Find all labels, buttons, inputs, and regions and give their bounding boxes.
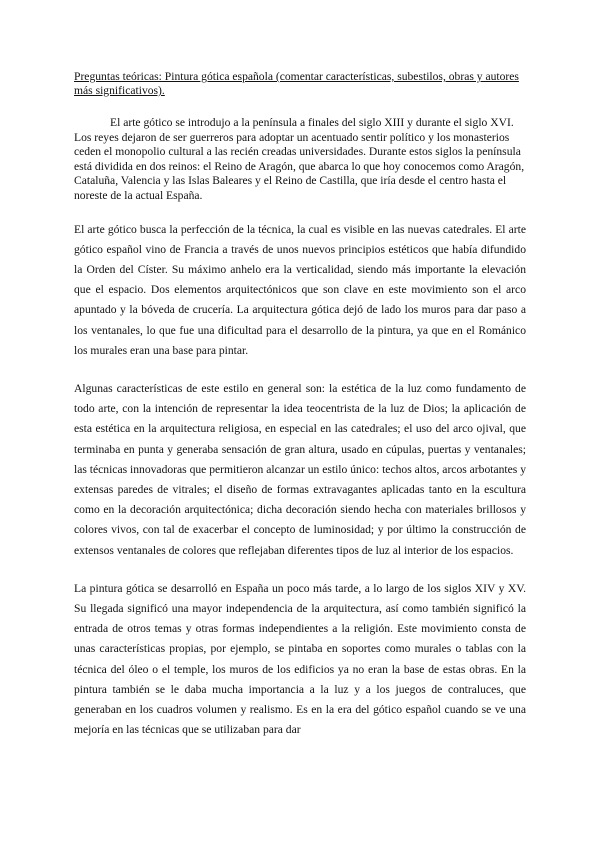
paragraph-architecture: El arte gótico busca la perfección de la técnica, la cual es visible en las nuevas catedrales. El arte gótico español vino de Francia a través de unos nuevos principios estéticos que había difundido la Orden del Císter. Su máximo anhelo era la verticalidad, siendo más importante la elevación que el espacio. Dos elementos arquitectónicos que son clave en este movimiento son el arco apuntado y la bóveda de crucería. La arquitectura gótica dejó de lado los muros para dar paso a los ventanales, lo que fue una dificultad para el desarrollo de la pintura, ya que en el Románico los murales eran una base para pintar. <box>74 222 526 357</box>
paragraph-characteristics: Algunas características de este estilo en general son: la estética de la luz como fundamento de todo arte, con la intención de representar la idea teocentrista de la luz de Dios; la aplicación de esta estética en la arquitectura religiosa, en especial en las catedrales; el uso del arco ojival, que terminaba en punta y generaba sensación de gran altura, usado en cúpulas, puertas y ventanales; las técnicas innovadoras que permitieron alcanzar un estilo único: techos altos, arcos arbotantes y extensas paredes de vitrales; el diseño de formas extravagantes aplicadas tanto en la escultura como en la decoración arquitectónica; dicha decoración siendo hecha con materiales brillosos y colores vivos, con tal de exacerbar el concepto de luminosidad; y por último la construcción de extensos ventanales de colores que reflejaban diferentes tipos de luz al interior de los espacios. <box>74 381 526 557</box>
question-heading: Preguntas teóricas: Pintura gótica española (comentar características, subestilos, obras y autores más significativos). <box>74 70 519 97</box>
paragraph-intro: El arte gótico se introdujo a la península a finales del siglo XIII y durante el siglo XVI. Los reyes dejaron de ser guerreros para adoptar un acentuado sentir político y los monasterios ceden el monopolio cultural a las recién creadas universidades. Durante estos siglos la península está dividida en dos reinos: el Reino de Aragón, que abarca lo que hoy conocemos como Aragón, Cataluña, Valencia y las Islas Baleares y el Reino de Castilla, que iría desde el centro hasta el noreste de la actual España. <box>74 116 525 202</box>
paragraph-painting: La pintura gótica se desarrolló en España un poco más tarde, a lo largo de los siglos XIV y XV. Su llegada significó una mayor independencia de la arquitectura, así como también significó la entrada de otros temas y otras formas independientes a la religión. Este movimiento consta de unas características propias, por ejemplo, se pintaba en soportes como murales o tablas con la técnica del óleo o el temple, los muros de los edificios ya no eran la base de estas obras. En la pintura también se le daba mucha importancia a la luz y a los juegos de contraluces, que generaban en los cuadros volumen y realismo. Es en la era del gótico español cuando se ve una mejoría en las técnicas que se utilizaban para dar <box>74 581 526 737</box>
